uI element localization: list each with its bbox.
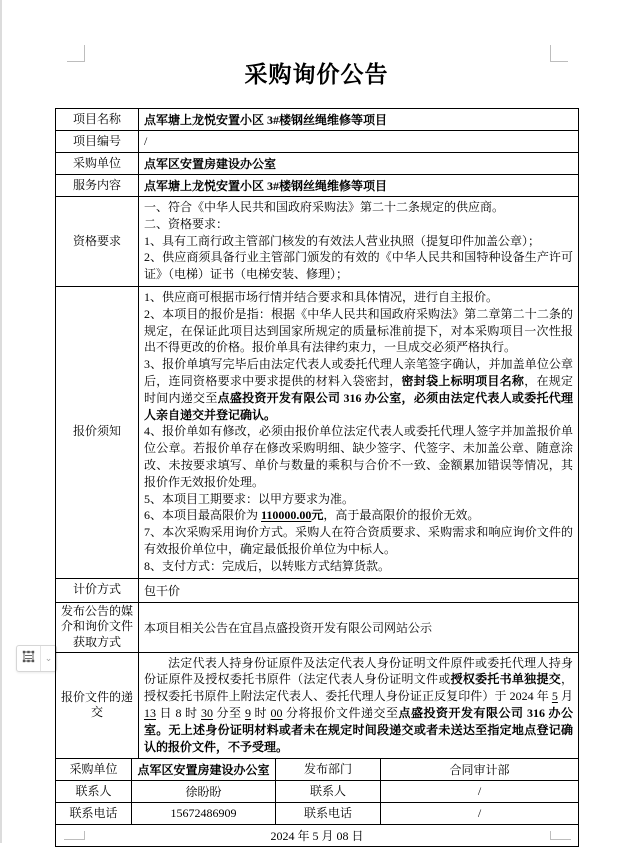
project-number-value: / [139, 131, 579, 153]
service-content-value: 点军塘上龙悦安置小区 3#楼钢丝绳维修等项目 [139, 175, 579, 197]
qualification-paragraph: 2、供应商须具备行业主管部门颁发的有效的《中华人民共和国特种设备生产许可证》（电梯）证书（电梯安装、修理）； [144, 250, 573, 282]
table-select-button[interactable] [17, 646, 40, 671]
table-row [56, 287, 579, 579]
quotation-note-item: 2、本项目的报价是指：根据《中华人民共和国政府采购法》第二章第二十二条的规定，在保证此项目达到国家所规定的质量标准前提下，对本采购项目一次性报出不得更改的价格。报价单具有法律约束力，一旦成交必须严格执行。 [144, 306, 573, 355]
submission-value [139, 652, 579, 759]
contact-phone-label-2: 联系电话 [276, 803, 381, 825]
quotation-notes-label: 报价须知 [56, 287, 139, 579]
contact-person-value: 徐盼盼 [132, 781, 276, 803]
media-value: 本项目相关公告在宜昌点盛投资开发有限公司网站公示 [139, 602, 579, 652]
quotation-note-item: 3、报价单填写完毕后由法定代表人或委托代理人亲笔签字确认，并加盖单位公章后，连同资格要求中要求提供的材料入袋密封，密封袋上标明项目名称，在规定时间内递交至点盛投资开发有限公司 316 办公室，必须由法定代表人或委托代理人亲自递交并登记确认。 [144, 357, 573, 422]
purchaser-unit-label: 采购单位 [56, 759, 132, 781]
table-row [56, 759, 579, 781]
quotation-note-item: 6、本项目最高限价为 110000.00元，高于最高限价的报价无效。 [144, 508, 480, 523]
quotation-note-item: 1、供应商可根据市场行情并结合要求和具体情况，进行自主报价。 [144, 290, 499, 304]
qualification-paragraph: 1、具有工商行政主管部门核发的有效法人营业执照（提复印件加盖公章）； [144, 233, 541, 248]
issuing-dept-value: 合同审计部 [381, 759, 579, 781]
quotation-note-item: 5、本项目工期要求：以甲方要求为准。 [144, 491, 355, 506]
qualification-value [139, 197, 579, 287]
announcement-body [55, 108, 578, 847]
project-number-label: 项目编号 [56, 131, 139, 153]
contact-person-label-2: 联系人 [276, 781, 381, 803]
table-row [56, 803, 579, 825]
project-name-value: 点军塘上龙悦安置小区 3#楼钢丝绳维修等项目 [139, 109, 579, 131]
purchaser-unit-value: 点军区安置房建设办公室 [132, 759, 276, 781]
contact-phone-value: 15672486909 [132, 803, 276, 825]
contacts-table [55, 758, 579, 847]
table-tools-control[interactable] [16, 645, 57, 672]
contact-person-value-2: / [381, 781, 579, 803]
service-content-label: 服务内容 [56, 175, 139, 197]
table-row [56, 175, 579, 197]
table-row [56, 652, 579, 759]
pricing-method-value: 包干价 [139, 578, 579, 602]
page-title: 采购询价公告 [244, 62, 389, 87]
contact-phone-value-2: / [381, 803, 579, 825]
table-row [56, 781, 579, 803]
qualification-paragraph: 一、符合《中华人民共和国政府采购法》第二十二条规定的供应商。 [144, 200, 505, 214]
qualification-label: 资格要求 [56, 197, 139, 287]
table-row [56, 109, 579, 131]
purchaser-label: 采购单位 [56, 153, 139, 175]
contact-person-label: 联系人 [56, 781, 132, 803]
media-label: 发布公告的媒介和询价文件获取方式 [56, 602, 139, 652]
project-name-label: 项目名称 [56, 109, 139, 131]
table-row [56, 197, 579, 287]
table-row [56, 131, 579, 153]
submission-label: 报价文件的递交 [56, 652, 139, 759]
table-row [56, 602, 579, 652]
issuing-dept-label: 发布部门 [276, 759, 381, 781]
pricing-method-label: 计价方式 [56, 578, 139, 602]
submission-paragraph: 法定代表人持身份证原件及法定代表人身份证明文件原件或委托代理人持身份证原件及授权委托书原件（法定代表人身份证明文件或授权委托书单独提交，授权委托书原件上附法定代表人、委托代理人身份证正反复印件）于 2024 年 5 月 13 日 8 时 30 分至 9 时 00 分将报价文件递交至点盛投资开发有限公司 316 办公室。无上述身份证明材料或者未在规定时间段递交或者未送达至指定地点登记确认的报价文件，不予受理。 [144, 655, 573, 754]
table-row [56, 578, 579, 602]
table-tools-dropdown-button[interactable] [40, 646, 56, 671]
table-select-icon [21, 649, 36, 669]
announcement-table [55, 108, 579, 759]
announcement-date: 2024 年 5 月 08 日 [56, 825, 579, 847]
contact-phone-label: 联系电话 [56, 803, 132, 825]
quotation-notes-value [139, 287, 579, 579]
table-row [56, 825, 579, 847]
table-row [56, 153, 579, 175]
chevron-down-icon: ⌄ [44, 653, 53, 664]
quotation-note-item: 4、报价单如有修改，必须由报价单位法定代表人或委托代理人签字并加盖报价单位公章。若报价单存在修改采购明细、缺少签字、代签字、未加盖公章、随意涂改、未按要求填写、单价与数量的乘积与合价不一致、金额累加错误等情况，其报价作无效报价处理。 [144, 424, 573, 489]
purchaser-value: 点军区安置房建设办公室 [139, 153, 579, 175]
page-left-edge [0, 0, 2, 843]
quotation-note-item: 8、支付方式：完成后，以转账方式结算货款。 [144, 558, 391, 573]
quotation-note-item: 7、本次采购采用询价方式。采购人在符合资质要求、采购需求和响应询价文件的有效报价单位中，确定最低报价单位为中标人。 [144, 525, 573, 556]
qualification-paragraph: 二、资格要求： [144, 216, 229, 231]
